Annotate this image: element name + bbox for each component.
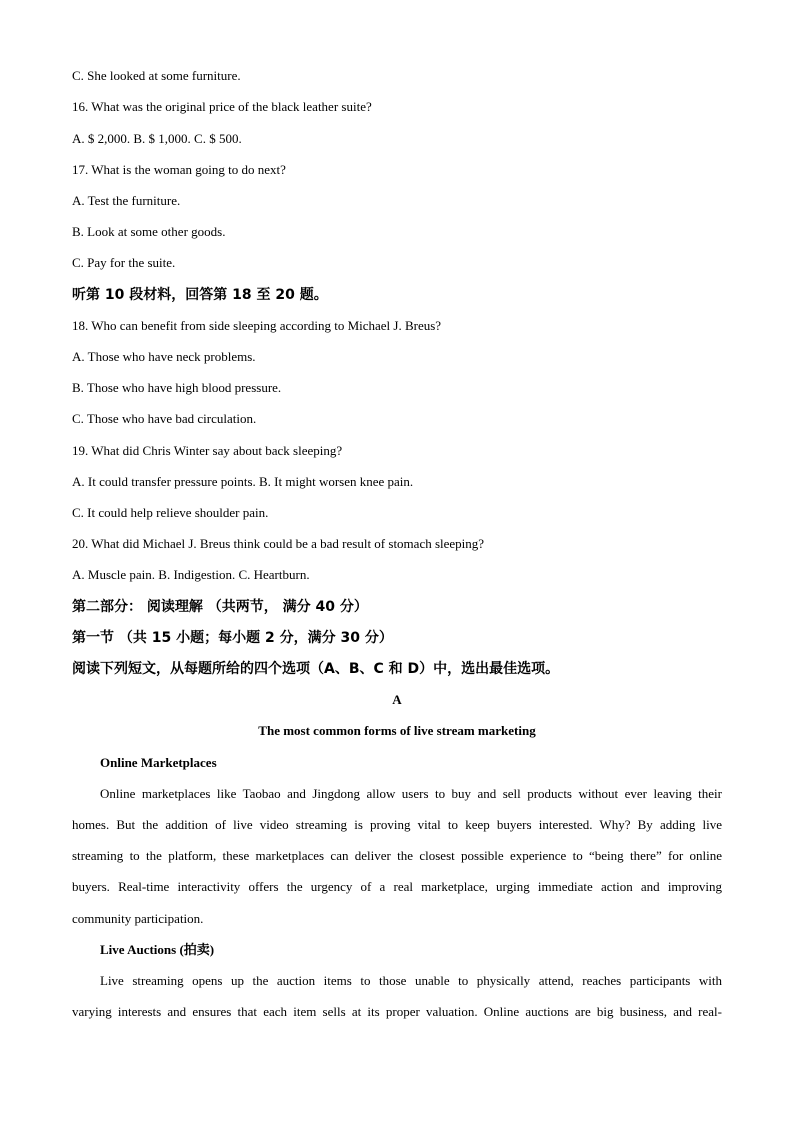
q16-options: A. $ 2,000. B. $ 1,000. C. $ 500. <box>72 131 242 146</box>
passage-title: The most common forms of live stream marketing <box>258 723 536 738</box>
q20-options: A. Muscle pain. B. Indigestion. C. Heartburn. <box>72 567 310 582</box>
q18-option-a: A. Those who have neck problems. <box>72 349 256 364</box>
reading-part-title: 第二部分： 阅读理解 （共两节， 满分 40 分） <box>72 599 368 615</box>
q17-option-c: C. Pay for the suite. <box>72 255 176 270</box>
para1-line-5: community participation. <box>72 911 204 926</box>
para2-line-2: varying interests and ensures that each item sells at its proper valuation. Online auctions are big business, and real- <box>72 1004 722 1019</box>
reading-instruction: 阅读下列短文，从每题所给的四个选项（A、B、C 和 D）中，选出最佳选项。 <box>72 661 560 677</box>
passage-letter: A <box>392 692 402 707</box>
para1-line-2: homes. But the addition of live video streaming is proving vital to keep buyers interested. Why? By adding live <box>72 817 722 832</box>
q18-option-c: C. Those who have bad circulation. <box>72 411 257 426</box>
section-10-instruction: 听第 10 段材料，回答第 18 至 20 题。 <box>72 287 328 303</box>
subheading-live-auctions: Live Auctions (拍卖) <box>100 942 215 957</box>
q19-option-c: C. It could help relieve shoulder pain. <box>72 505 269 520</box>
q17-option-a: A. Test the furniture. <box>72 193 181 208</box>
q19-question: 19. What did Chris Winter say about back sleeping? <box>72 443 343 458</box>
para2-line-1: Live streaming opens up the auction items to those unable to physically attend, reaches participants with <box>100 973 722 988</box>
q16-question: 16. What was the original price of the black leather suite? <box>72 99 372 114</box>
subheading-online-marketplaces: Online Marketplaces <box>100 755 217 770</box>
q18-question: 18. Who can benefit from side sleeping according to Michael J. Breus? <box>72 318 442 333</box>
para1-line-4: buyers. Real-time interactivity offers the urgency of a real marketplace, urging immediate action and improving <box>72 879 722 894</box>
q15-option-c: C. She looked at some furniture. <box>72 68 241 83</box>
para1-line-3: streaming to the platform, these marketplaces can deliver the closest possible experience to “being there” for online <box>72 848 722 863</box>
para1-line-1: Online marketplaces like Taobao and Jingdong allow users to buy and sell products without ever leaving their <box>100 786 722 801</box>
q17-question: 17. What is the woman going to do next? <box>72 162 286 177</box>
q17-option-b: B. Look at some other goods. <box>72 224 226 239</box>
q19-options-ab: A. It could transfer pressure points. B. It might worsen knee pain. <box>72 474 414 489</box>
q20-question: 20. What did Michael J. Breus think could be a bad result of stomach sleeping? <box>72 536 485 551</box>
q18-option-b: B. Those who have high blood pressure. <box>72 380 282 395</box>
reading-section-title: 第一节 （共 15 小题；每小题 2 分，满分 30 分） <box>72 630 393 646</box>
